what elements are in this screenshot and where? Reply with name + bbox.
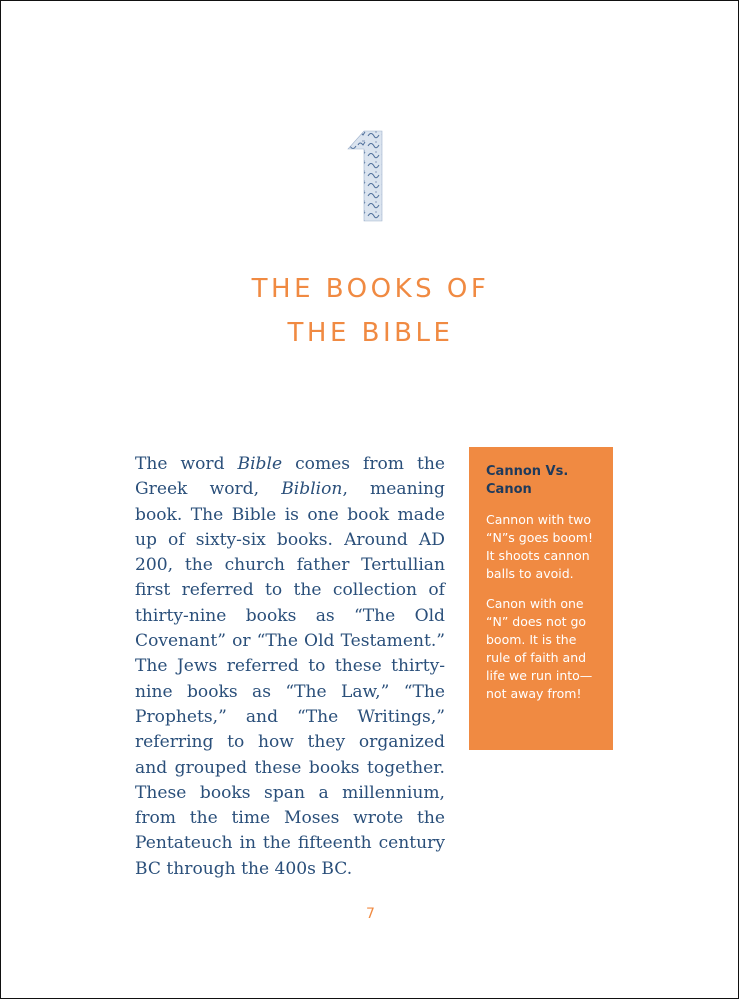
body-italic-biblion: Biblion bbox=[281, 479, 343, 500]
body-text-segment: The word bbox=[135, 454, 238, 474]
chapter-number-one-icon bbox=[342, 129, 390, 223]
chapter-title-line-2: THE BIBLE bbox=[287, 318, 454, 348]
chapter-title bbox=[1, 267, 739, 355]
chapter-title-line-1: THE BOOKS OF bbox=[251, 274, 490, 304]
page-number: 7 bbox=[366, 906, 375, 922]
sidebar-title: Cannon Vs. Canon bbox=[486, 464, 569, 497]
body-italic-bible: Bible bbox=[237, 454, 283, 474]
chapter-number-graphic bbox=[342, 129, 390, 223]
sidebar-paragraph-2: Canon with one “N” does not go boom. It is the rule of faith and life we run into—not away from! bbox=[486, 596, 593, 701]
body-text-segment: , meaning book. The Bible is one book made up of sixty-six books. Around AD 200, the church father Tertullian first referred to the collection of thirty-nine books as “The Old Covenant” or “The Old Testament.” The Jews referred to these thirty-nine books as “The Law,” “The Prophets,” and “The Writings,” referring to how they organized and grouped these books together. These books span a millennium, from the time Moses wrote the Pentateuch in the fifteenth century BC through the 400s BC. bbox=[135, 479, 445, 879]
sidebar-callout bbox=[469, 447, 613, 750]
sidebar-paragraph-1: Cannon with two “N”s goes boom! It shoots cannon balls to avoid. bbox=[486, 512, 593, 581]
body-text-segment: comes from the Greek word, bbox=[135, 454, 445, 500]
body-paragraph bbox=[135, 452, 445, 882]
